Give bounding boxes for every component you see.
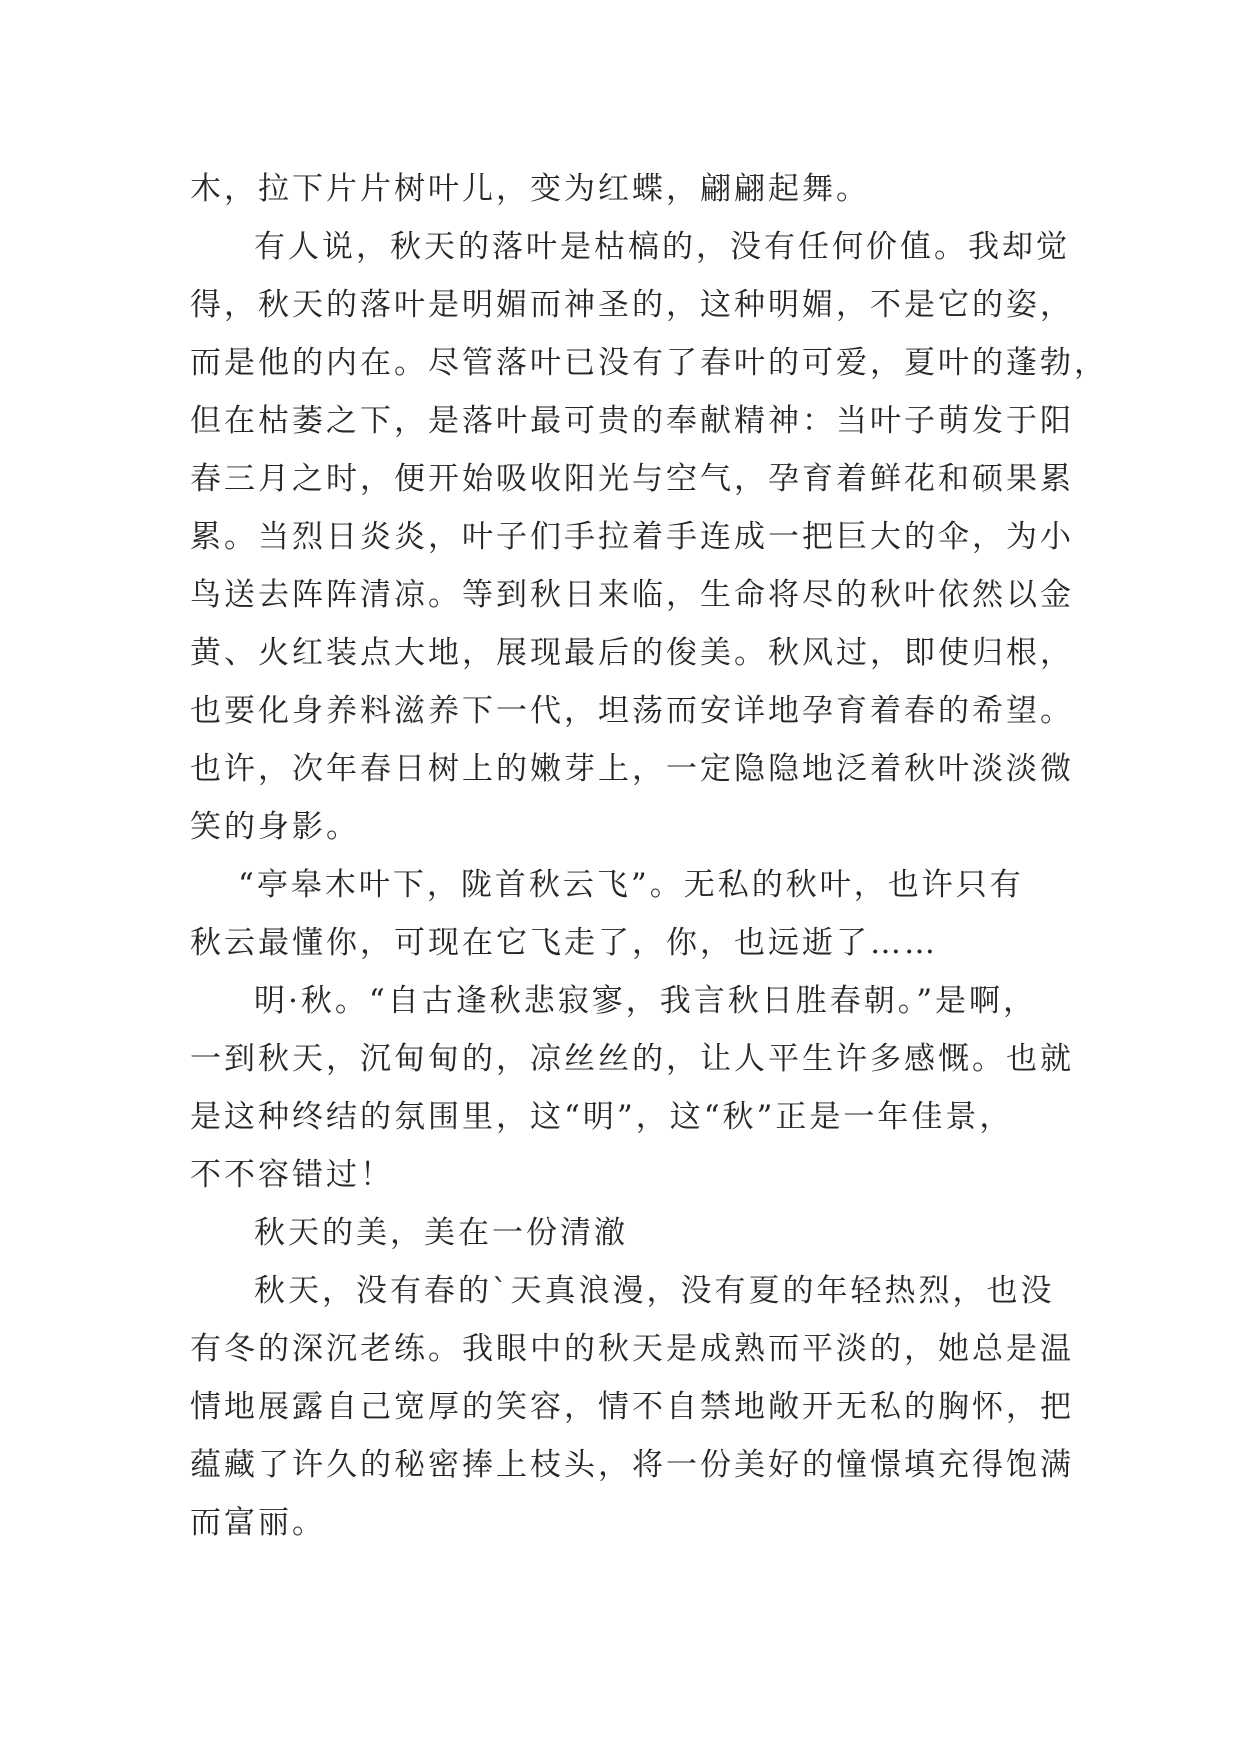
text-line: 而是他的内在。尽管落叶已没有了春叶的可爱，夏叶的蓬勃， <box>190 345 1108 381</box>
text-line: 明·秋。“自古逢秋悲寂寥，我言秋日胜春朝。”是啊， <box>254 983 1038 1019</box>
body-text <box>190 160 1108 1552</box>
text-line: 木，拉下片片树叶儿，变为红蝶，翩翩起舞。 <box>190 171 870 207</box>
text-line: 鸟送去阵阵清凉。等到秋日来临，生命将尽的秋叶依然以金 <box>190 577 1074 613</box>
text-line: 累。当烈日炎炎，叶子们手拉着手连成一把巨大的伞，为小 <box>190 519 1074 555</box>
text-line: 是这种终结的氛围里，这“明”，这“秋”正是一年佳景， <box>190 1099 1014 1135</box>
text-line: 但在枯萎之下，是落叶最可贵的奉献精神：当叶子萌发于阳 <box>190 403 1074 439</box>
text-line: 有冬的深沉老练。我眼中的秋天是成熟而平淡的，她总是温 <box>190 1331 1074 1367</box>
text-line: 有人说，秋天的落叶是枯槁的，没有任何价值。我却觉 <box>254 229 1070 265</box>
text-line: 春三月之时，便开始吸收阳光与空气，孕育着鲜花和硕果累 <box>190 461 1074 497</box>
text-line: 一到秋天，沉甸甸的，凉丝丝的，让人平生许多感慨。也就 <box>190 1041 1074 1077</box>
text-line: 而富丽。 <box>190 1505 326 1541</box>
text-line: 情地展露自己宽厚的笑容，情不自禁地敞开无私的胸怀，把 <box>190 1389 1074 1425</box>
text-line: 得，秋天的落叶是明媚而神圣的，这种明媚，不是它的姿， <box>190 287 1074 323</box>
text-line: 也要化身养料滋养下一代，坦荡而安详地孕育着春的希望。 <box>190 693 1074 729</box>
text-line: 黄、火红装点大地，展现最后的俊美。秋风过，即使归根， <box>190 635 1074 671</box>
text-line: “亭皋木叶下，陇首秋云飞”。无私的秋叶，也许只有 <box>238 867 1024 903</box>
text-line: 蕴藏了许久的秘密捧上枝头，将一份美好的憧憬填充得饱满 <box>190 1447 1074 1483</box>
text-line: 也许，次年春日树上的嫩芽上，一定隐隐地泛着秋叶淡淡微 <box>190 751 1074 787</box>
text-line: 秋云最懂你，可现在它飞走了，你，也远逝了…… <box>190 925 938 961</box>
text-line: 笑的身影。 <box>190 809 360 845</box>
text-line: 不不容错过！ <box>190 1157 394 1193</box>
section-heading: 秋天的美，美在一份清澈 <box>254 1215 628 1251</box>
text-line: 秋天，没有春的`天真浪漫，没有夏的年轻热烈，也没 <box>254 1273 1055 1309</box>
